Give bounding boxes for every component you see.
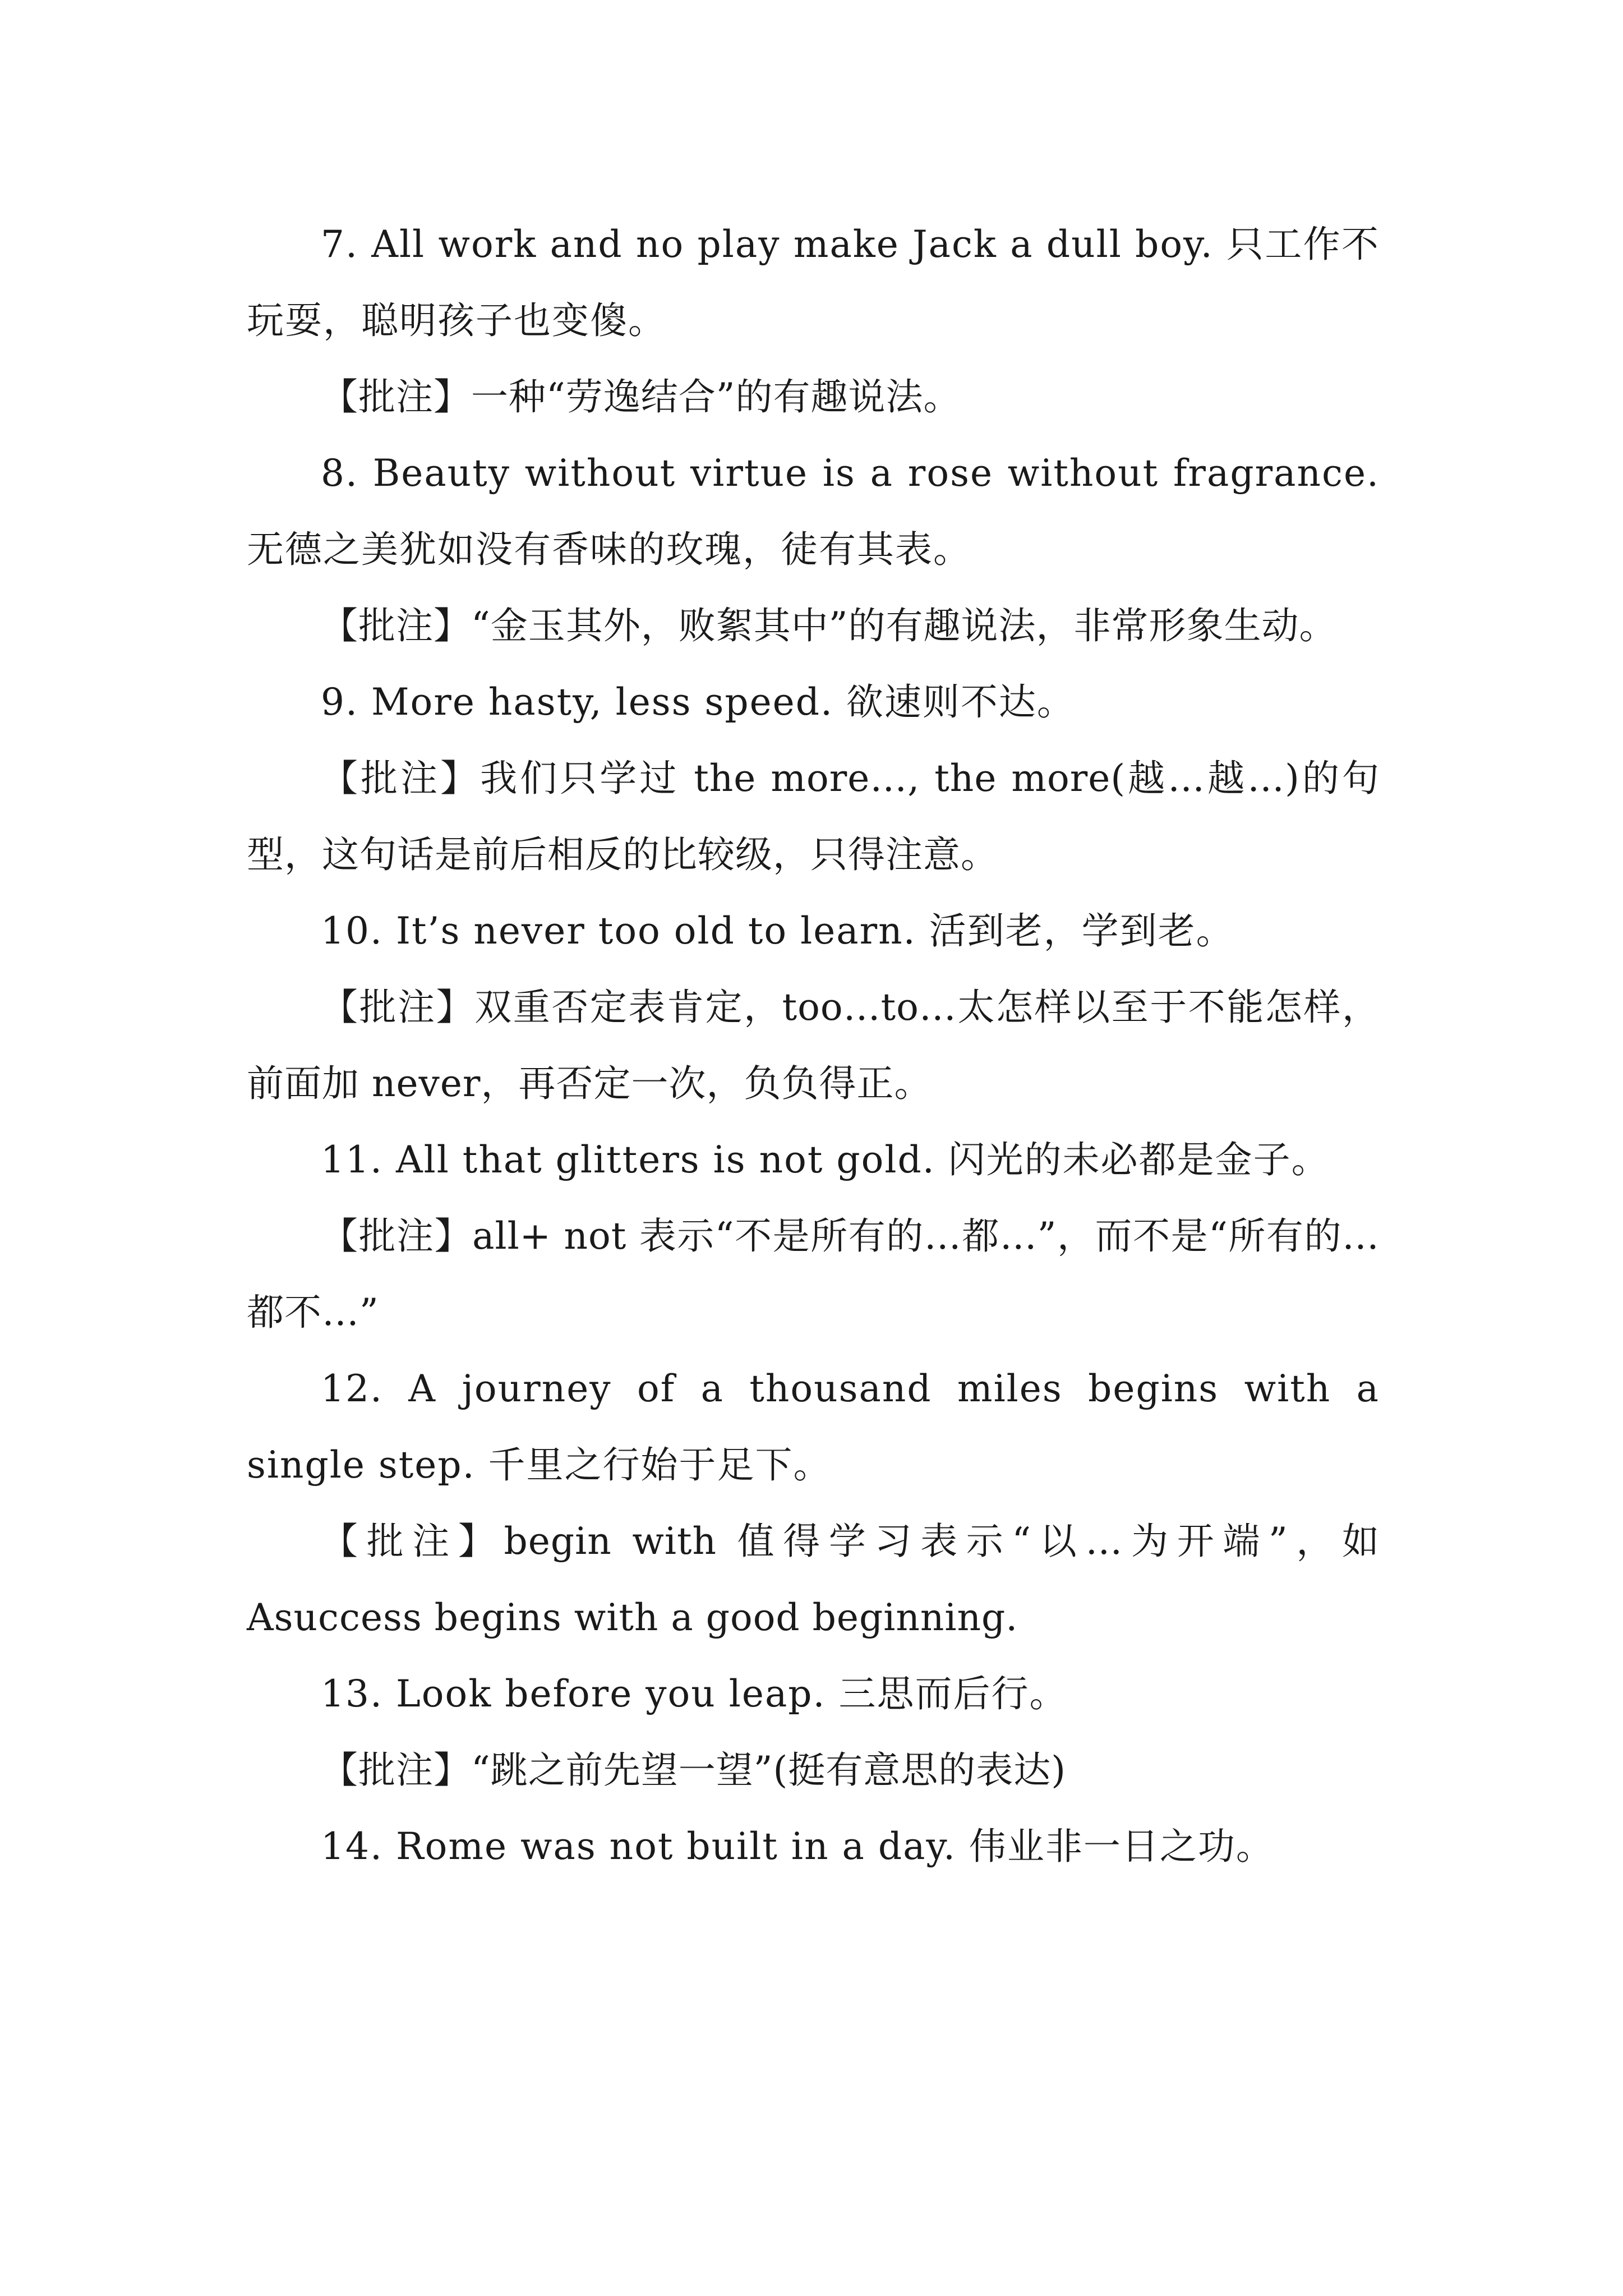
annotation-8: 【批注】“金玉其外，败絮其中”的有趣说法，非常形象生动。	[321, 604, 1337, 647]
proverb-13: 13. Look before you leap. 三思而后行。	[321, 1672, 1068, 1715]
proverb-8: 8. Beauty without virtue is a rose without fragrance. 无德之美犹如没有香味的玫瑰，徒有其表。	[247, 452, 1380, 571]
proverb-7: 7. All work and no play make Jack a dull boy. 只工作不玩耍，聪明孩子也变傻。	[247, 223, 1380, 342]
proverb-14: 14. Rome was not built in a day. 伟业非一日之功。	[321, 1825, 1274, 1868]
annotation-9: 【批注】我们只学过 the more…, the more(越…越…)的句型，这句话是前后相反的比较级，只得注意。	[247, 757, 1380, 876]
proverb-10: 10. It’s never too old to learn. 活到老，学到老。	[321, 909, 1234, 953]
annotation-12: 【批注】begin with 值得学习表示“以…为开端”，如 Asuccess begins with a good beginning.	[247, 1520, 1380, 1639]
proverb-9: 9. More hasty, less speed. 欲速则不达。	[321, 680, 1075, 724]
annotation-10: 【批注】双重否定表肯定，too…to…太怎样以至于不能怎样，前面加 never，再否定一次，负负得正。	[247, 986, 1380, 1105]
annotation-7: 【批注】一种“劳逸结合”的有趣说法。	[321, 375, 961, 418]
document-body	[247, 206, 1380, 1885]
proverb-11: 11. All that glitters is not gold. 闪光的未必都是金子。	[321, 1138, 1330, 1181]
proverb-12: 12. A journey of a thousand miles begins with a single step. 千里之行始于足下。	[247, 1367, 1380, 1487]
annotation-13: 【批注】“跳之前先望一望”(挺有意思的表达)	[321, 1749, 1066, 1792]
annotation-11: 【批注】all+ not 表示“不是所有的…都…”，而不是“所有的…都不…”	[247, 1214, 1380, 1334]
